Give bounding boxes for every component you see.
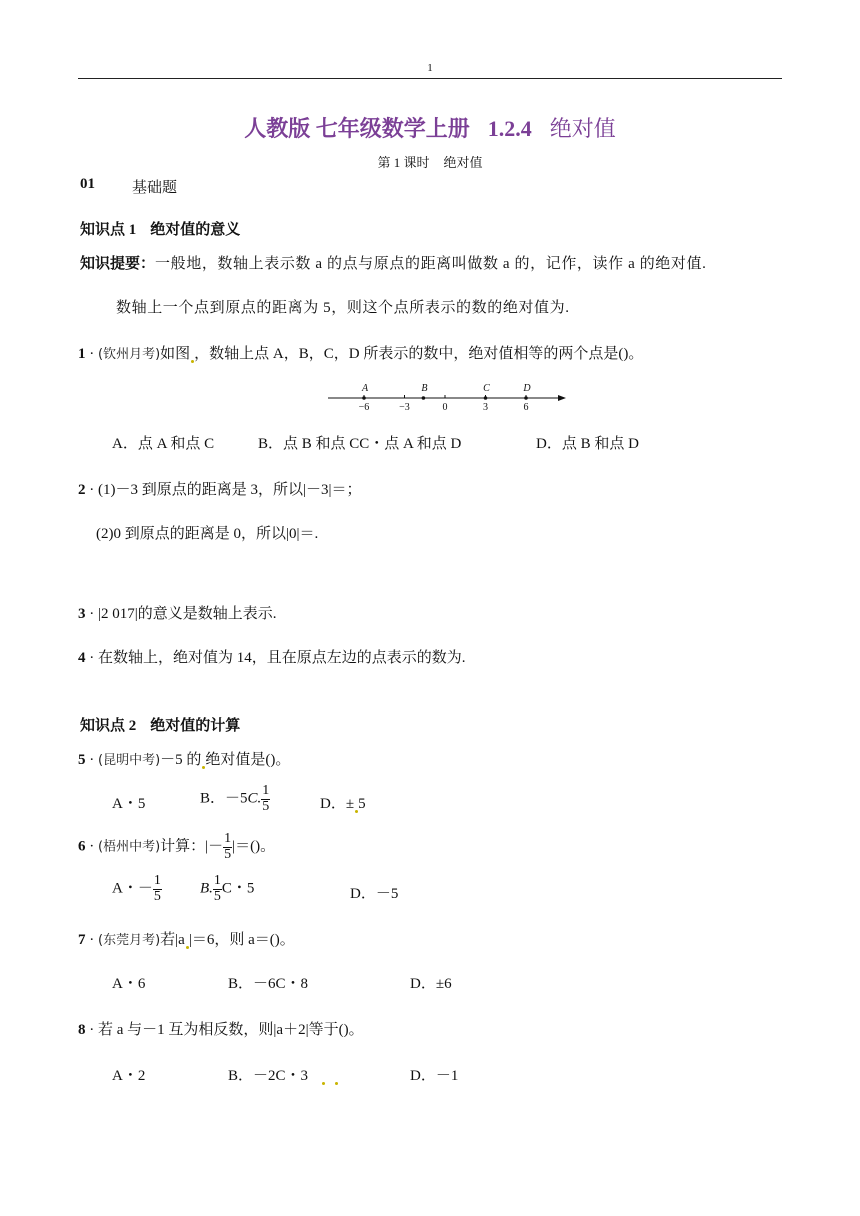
title-topic: 绝对值 [549,116,616,141]
knowledge-point-1 [80,218,240,239]
knowledge-point-2 [80,714,240,735]
q6-text-a: 计算：|－ [160,838,224,855]
q5-source: (昆明中考) [98,753,161,768]
number-line-figure [322,380,572,414]
q8-option-a[interactable]: A・2 [112,1068,146,1084]
q7-option-c: C・8 [275,976,309,992]
kp1-name: 绝对值的意义 [150,222,241,238]
q6-option-c: C・5 [221,880,255,897]
question-8: 8 · 若 a 与－1 互为相反数，则|a＋2|等于()。 [78,1022,364,1038]
number-line-point-a [362,396,366,400]
tip-example: 数轴上一个点到原点的距离为 5，则这个点所表示的数的绝对值为. [116,300,570,316]
kp1-label: 知识点 1 [80,222,137,238]
q8-mark-1 [322,1082,325,1085]
q5-text-a: －5 的 [160,752,202,768]
q6-a-fraction: $\frac{1}{5}$ [153,873,161,904]
q5-option-a[interactable]: A・5 [112,796,146,812]
q4-number: 4 [78,650,86,666]
number-line-point-label: D [523,383,531,394]
q2-number: 2 [78,482,86,498]
q7-number: 7 [78,932,86,948]
q8-mark-2 [335,1082,338,1085]
q6-option-a[interactable]: A・－ $\frac{1}{5}$ [112,873,161,904]
number-line-tick-label: 6 [523,402,529,413]
number-line-tick-label: −3 [399,402,410,413]
q6-number: 6 [78,838,86,855]
q6-text-b: |＝()。 [232,838,276,855]
number-line-arrow [558,395,566,401]
number-line-point-b [422,396,426,400]
number-line-tick-label: 3 [483,402,488,413]
q1-option-a[interactable]: A．点 A 和点 C [112,436,215,452]
q6-option-d[interactable]: D．－5 [350,886,399,902]
q8-option-b: B．－2 [228,1068,276,1084]
q5-number: 5 [78,752,86,768]
q5-option-b: B．－5 [200,790,248,807]
lesson-name: 绝对值 [443,155,483,170]
lesson-subtitle [0,152,860,171]
question-4: 4 · 在数轴上，绝对值为 14，且在原点左边的点表示的数为. [78,650,466,666]
q7-option-a[interactable]: A・6 [112,976,146,992]
q7-option-bc[interactable] [228,972,308,993]
q5-fraction: $\frac{1}{5}$ [262,783,270,814]
q6-option-bc[interactable] [200,874,254,904]
q6-source: (梧州中考) [98,839,161,855]
q7-option-b: B．－6 [228,976,276,992]
page-title [0,112,860,143]
question-3: 3 · |2 017|的意义是数轴上表示. [78,606,277,622]
number-line-point-label: B [421,383,428,394]
q5-text-b: 绝对值是()。 [205,752,291,768]
number-line-tick-label: −6 [358,402,370,413]
tip-text: 一般地，数轴上表示数 a 的点与原点的距离叫做数 a 的，记作，读作 a 的绝对值. [155,256,707,272]
q1-option-d[interactable]: D．点 B 和点 D [536,436,639,452]
question-1: 1 · (钦州月考)如图 ，数轴上点 A，B，C，D 所表示的数中，绝对值相等的两个点是()。 [78,346,644,362]
knowledge-tip [80,252,706,273]
q5-option-c: C. [247,790,262,807]
tip-label: 知识提要： [80,256,156,272]
question-6: 6 · (梧州中考)计算：|－ $\frac{1}{5}$ |＝()。 [78,831,276,862]
header-rule [78,78,782,79]
q5-option-d[interactable]: D．± 5 [320,796,366,812]
q4-text: 在数轴上，绝对值为 14，且在原点左边的点表示的数为. [98,650,466,666]
question-7: 7 · (东莞月考)若|a |＝6，则 a＝()。 [78,932,295,948]
kp2-name: 绝对值的计算 [150,718,241,734]
q3-number: 3 [78,606,86,622]
q7-text-a: 若|a [160,932,185,948]
page-number: 1 [427,62,433,74]
number-line-point-d [524,396,528,400]
q8-text: 若 a 与－1 互为相反数，则|a＋2|等于()。 [98,1022,364,1038]
q6-b-fraction: $\frac{1}{5}$ [213,873,221,904]
section-number: 01 [80,176,95,192]
q6-fraction: $\frac{1}{5}$ [224,831,232,862]
q8-option-c: C・3 [275,1068,309,1084]
number-line-tick-label: 0 [442,402,448,413]
q3-text: |2 017|的意义是数轴上表示. [98,606,277,622]
q1-text-b: ，数轴上点 A，B，C，D 所表示的数中，绝对值相等的两个点是()。 [194,346,644,362]
question-2: 2 · (1)－3 到原点的距离是 3，所以|－3|＝； [78,482,362,498]
q7-text-b: |＝6，则 a＝()。 [188,932,295,948]
q8-option-d[interactable]: D．－1 [410,1068,459,1084]
number-line-point-c [484,396,488,400]
q2-line1: (1)－3 到原点的距离是 3，所以|－3|＝； [98,482,362,498]
kp2-label: 知识点 2 [80,718,137,734]
q1-text-a: 如图 [160,346,191,362]
title-main: 人教版 七年级数学上册 [244,116,470,141]
q1-number: 1 [78,346,86,362]
section-name: 基础题 [132,180,178,196]
question-5: 5 · (昆明中考)－5 的 绝对值是()。 [78,752,291,768]
number-line-point-label: A [361,383,369,394]
q5-option-bc[interactable] [200,784,270,814]
q2-line2: (2)0 到原点的距离是 0，所以|0|＝. [96,526,319,542]
q6-option-b: B. [200,880,213,897]
q8-option-bc[interactable] [228,1064,338,1085]
q7-source: (东莞月考) [98,933,161,948]
q1-option-bc[interactable]: B．点 B 和点 CC・点 A 和点 D [258,436,462,452]
q7-option-d[interactable]: D．±6 [410,976,452,992]
number-line-point-label: C [483,383,490,394]
title-number: 1.2.4 [487,116,532,141]
lesson-label: 第 1 课时 [377,155,430,170]
q1-source: (钦州月考) [98,347,161,362]
q8-number: 8 [78,1022,86,1038]
